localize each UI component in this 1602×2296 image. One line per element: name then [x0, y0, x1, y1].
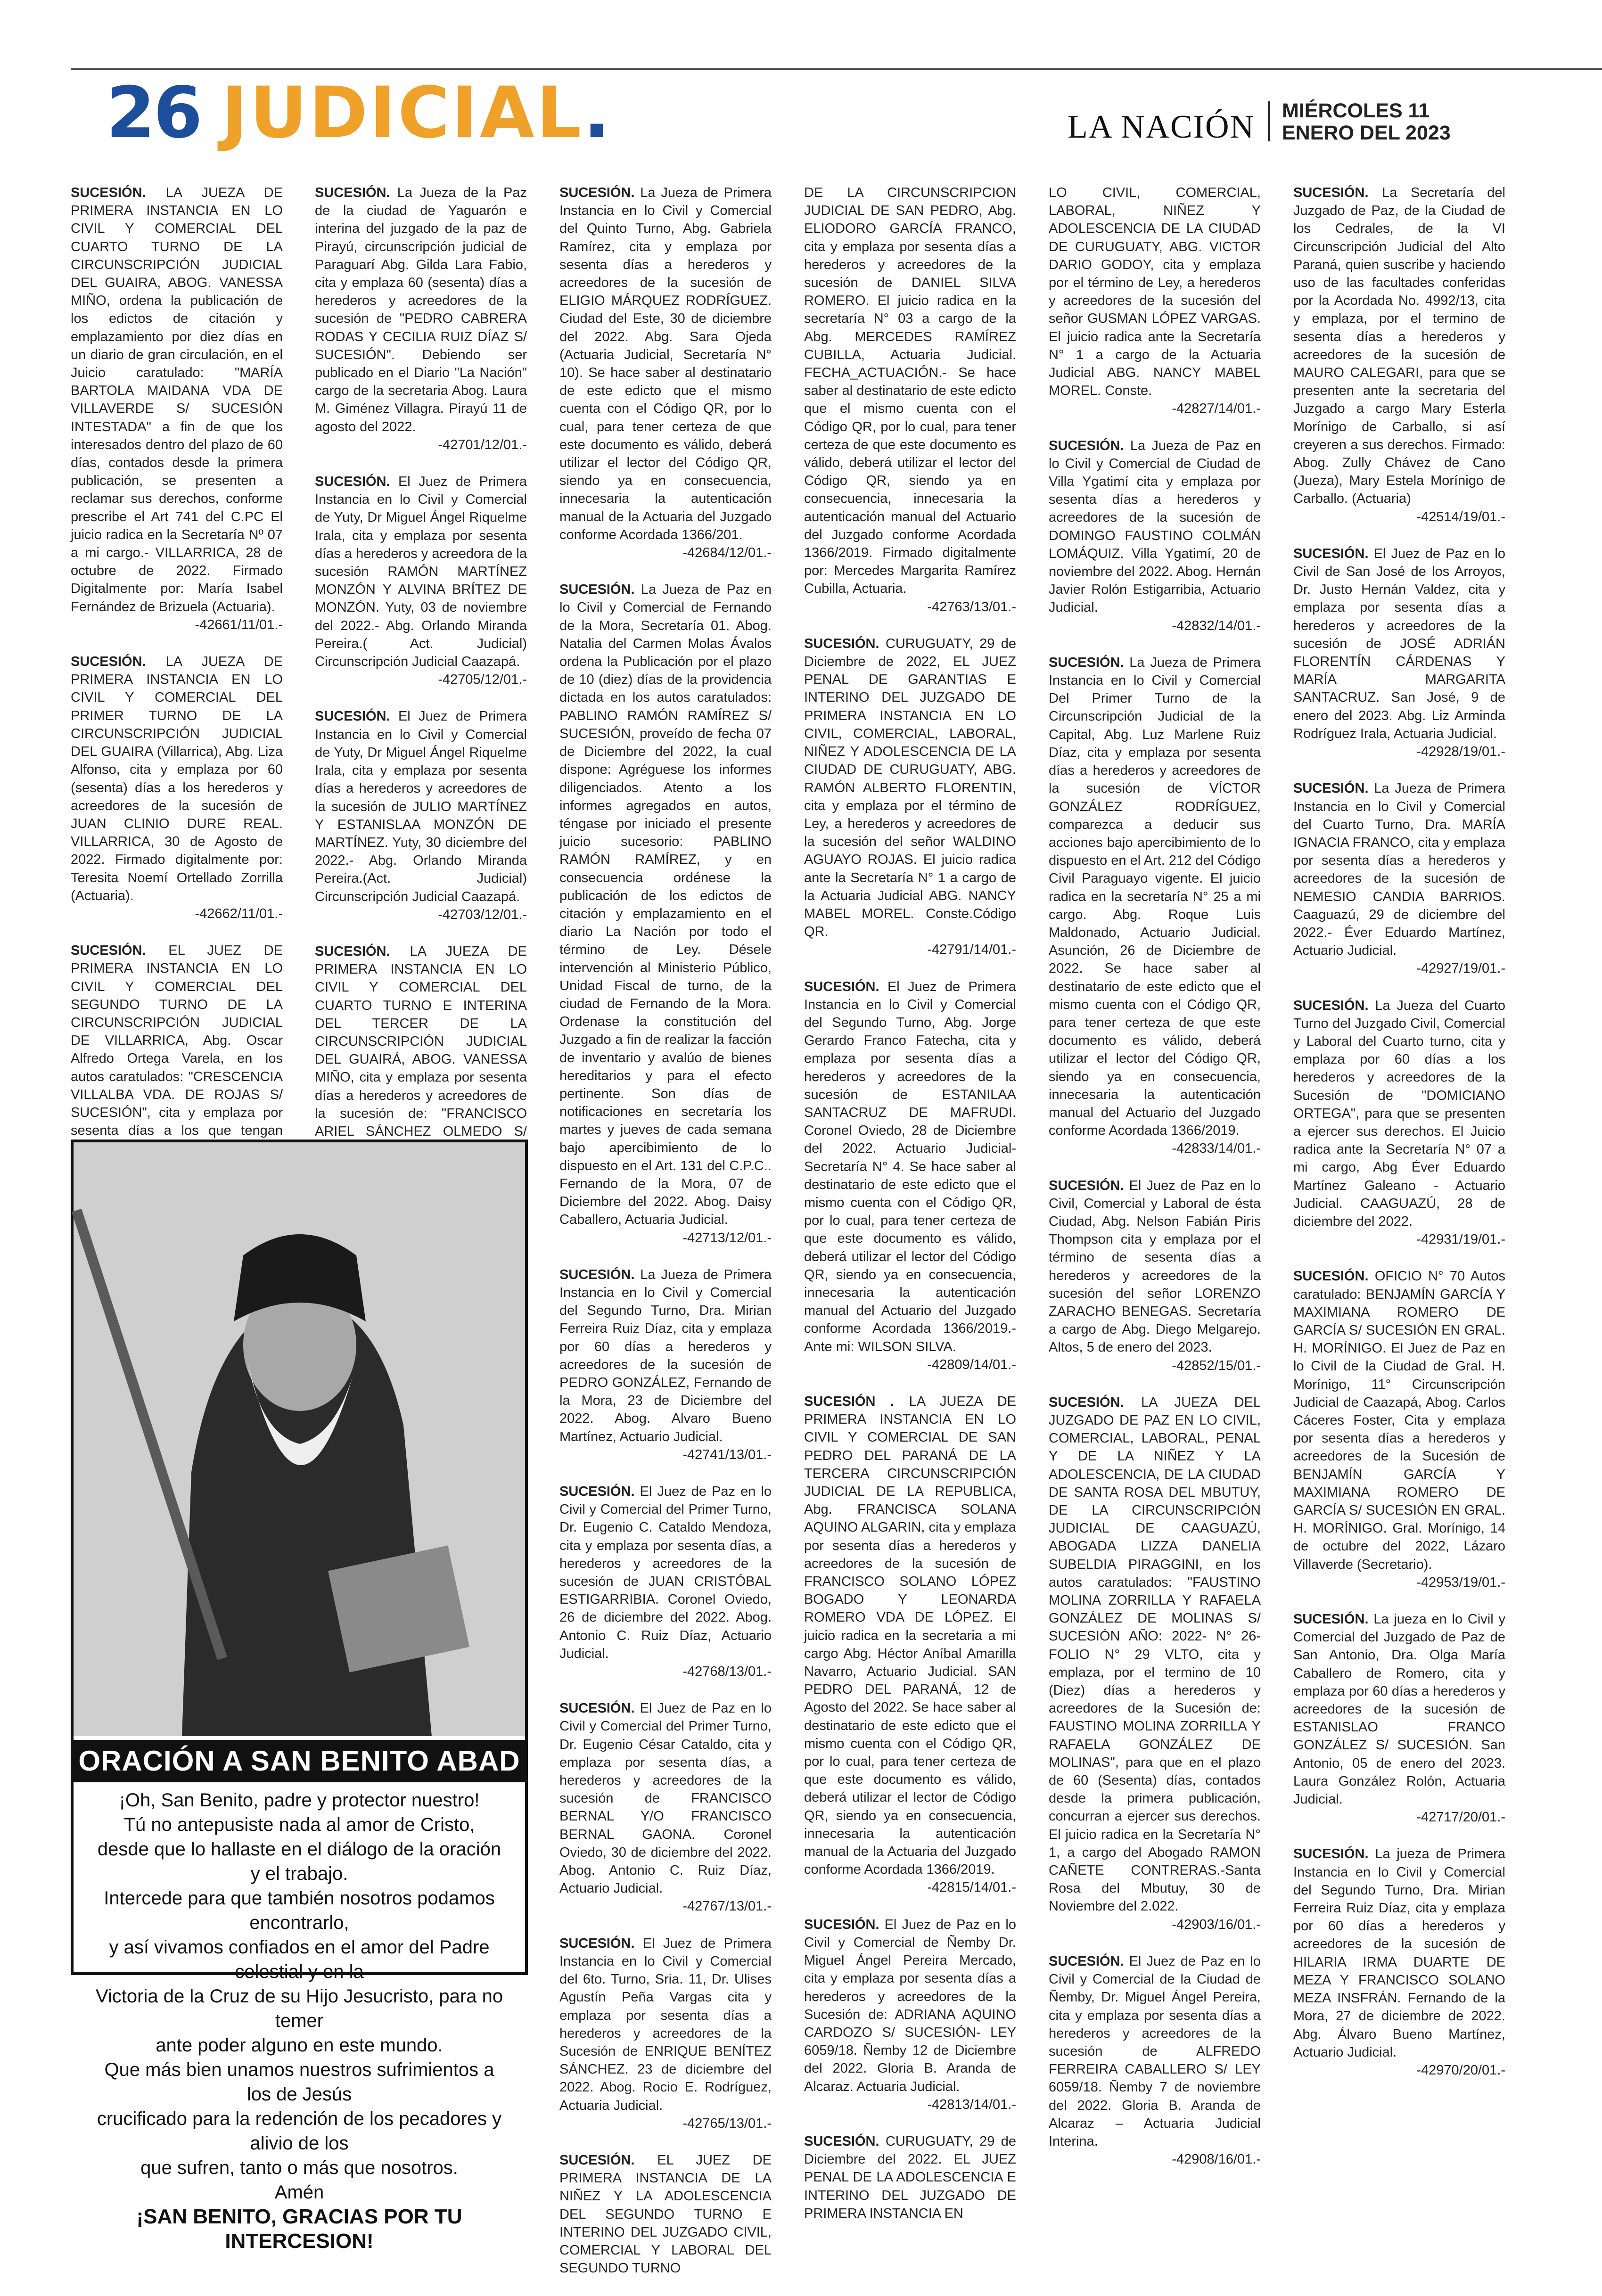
notice-heading: SUCESIÓN . [804, 1394, 895, 1409]
notice-body [559, 1935, 772, 2115]
notice-text: El Juez de Primera Instancia en lo Civil y Comercial del Segundo Turno, Abg. Jorge Gerardo Franco Fatecha, cita y emplaza por sesenta días a herederos y acreedores de la sucesión de ESTANILAA SANTACRUZ DE MAFRUDI. Coronel Oviedo, 28 de Diciembre del 2022. Actuario Judicial-Secretaría N° 4. Se hace saber al destinatario de este edicto que el mismo cuenta con el Código QR, por lo cual, para tener certeza de que este documento es válido, deberá utilizar el lector del Código QR, siendo ya en consecuencia, innecesaria la autenticación manual del Actuario del Juzgado conforme Acordada 1366/2019.- Ante mi: WILSON SILVA. [804, 979, 1016, 1354]
legal-notice [315, 184, 527, 454]
legal-notice [315, 473, 527, 689]
legal-notice [559, 1266, 772, 1464]
notice-reference-code: -42927/19/01.- [1416, 961, 1505, 976]
notice-text: El Juez de Paz en lo Civil y Comercial de Ñemby Dr. Miguel Ángel Pereira Mercado, cita y emplaza por sesenta días a herederos y acreedores de la Sucesión de: ADRIANA AQUINO CARDOZO S/ SUCESIÓN- LEY 6059/18. Ñemby 12 de Diciembre del 2022. Gloria B. Aranda de Alcaraz. Actuaria Judicial. [804, 1917, 1016, 2094]
notice-text: La Jueza de Paz en lo Civil y Comercial de Ciudad de Villa Ygatimí cita y emplaza por sesenta días a herederos y acreedores de la sucesión de DOMINGO FAUSTINO COLMÁN LOMÁQUIZ. Villa Ygatimí, 20 de noviembre del 2022. Abog. Hernán Javier Rolón Estigarribia, Actuario Judicial. [1049, 438, 1261, 615]
notice-text: El Juez de Paz en lo Civil y Comercial del Primer Turno, Dr. Eugenio César Cataldo, cita y emplaza por sesenta días, a herederos y acreedores de la sucesión de FRANCISCO BERNAL Y/O FRANCISCO BERNAL GAONA. Coronel Oviedo, 30 de diciembre del 2022. Abog. Antonio C. Ruiz Díaz, Actuario Judicial. [559, 1701, 772, 1896]
notice-text: La Jueza de Primera Instancia en lo Civil y Comercial del Segundo Turno, Dra. Mirian Ferreira Ruiz Díaz, cita y emplaza por 60 días a herederos y acreedores de la sucesión de PEDRO GONZÁLEZ, Fernando de la Mora, 23 de Diciembre del 2022. Abog. Alvaro Bueno Martínez, Actuario Judicial. [559, 1267, 772, 1444]
notice-text: LA JUEZA DE PRIMERA INSTANCIA EN LO CIVIL Y COMERCIAL DEL PRIMER TURNO DE LA CIRCUNSCRIPCIÓN JUDICIAL DEL GUAIRA (Villarrica), Abg. Liza Alfonso, cita y emplaza por 60 (sesenta) días a los herederos y acreedores de la sucesión de JUAN CLINIO DURE REAL. VILLARRICA, 30 de Agosto de 2022. Firmado digitalmente por: Teresita Noemí Ortellado Zorrilla (Actuaria). [71, 654, 283, 903]
notice-body [1293, 1267, 1505, 1573]
section-title-dot: . [583, 72, 612, 154]
notice-heading: SUCESIÓN. [71, 654, 146, 670]
prayer-advertisement [71, 1140, 528, 2253]
column-4 [804, 184, 1016, 2241]
notice-body [1293, 997, 1505, 1231]
prayer-line: desde que lo hallaste en el diálogo de la oración y el trabajo. [97, 1839, 501, 1884]
notice-text: CURUGUATY, 29 de Diciembre de 2022, EL JUEZ PENAL DE GARANTIAS E INTERINO DEL JUZGADO DE PRIMERA INSTANCIA EN LO CIVIL, COMERCIAL, LABORAL, NIÑEZ Y ADOLESCENCIA DE LA CIUDAD DE CURUGUATY, ABG. RAMÓN ALBERTO FLORENTIN, cita y emplaza por el término de Ley, a herederos y acreedores de la sucesión del señor WALDINO AGUAYO ROJAS. El juicio radica ante la Secretaría N° 1 a cargo de la Actuaria Judicial ABG. NANCY MABEL MOREL. Conste.Código QR. [804, 636, 1016, 940]
notice-body [804, 1916, 1016, 2096]
prayer-line: que sufren, tanto o más que nosotros. [140, 2157, 458, 2178]
notice-reference-code: -42703/12/01.- [438, 907, 527, 922]
notice-text: El Juez de Paz en lo Civil y Comercial de la Ciudad de Ñemby, Dr. Miguel Ángel Pereira, cita y emplaza por sesenta días a herederos y acreedores de la sucesión de ALFREDO FERREIRA CABALLERO S/ LEY 6059/18. Ñemby 7 de noviembre del 2022. Gloria B. Aranda de Alcaraz – Actuaria Judicial Interina. [1049, 1953, 1261, 2149]
prayer-line: Amén [274, 2182, 324, 2203]
notice-text: EL JUEZ DE PRIMERA INSTANCIA DE LA NIÑEZ Y LA ADOLESCENCIA DEL SEGUNDO TURNO E INTERINO DEL JUZGADO CIVIL, COMERCIAL Y LABORAL DEL SEGUNDO TURNO [559, 2152, 772, 2276]
saint-portrait-illustration [74, 1142, 525, 1736]
notice-heading: SUCESIÓN. [315, 709, 390, 724]
section-title [222, 72, 612, 154]
notice-reference-code: -42705/12/01.- [438, 672, 527, 688]
notice-heading: SUCESIÓN. [804, 1917, 879, 1932]
prayer-line: y así vivamos confiados en el amor del Padre celestial y en la [109, 1937, 490, 1982]
notice-reference-code: -42713/12/01.- [682, 1230, 772, 1246]
notice-reference-code: -42931/19/01.- [1416, 1232, 1505, 1247]
legal-notice [1049, 437, 1261, 635]
legal-notice [1293, 545, 1505, 761]
notice-text: LA JUEZA DE PRIMERA INSTANCIA EN LO CIVIL Y COMERCIAL DEL CUARTO TURNO DE LA CIRCUNSCRIPCIÓN JUDICIAL DEL GUAIRA, ABOG. VANESSA MIÑO, ordena la publicación de los edictos de citación y emplazamiento por diez días en un diario de gran circulación, en el Juicio caratulado: "MARÍA BARTOLA MAIDANA VDA DE VILLAVERDE S/ SUCESIÓN INTESTADA" a fin de que los interesados dentro del plazo de 60 días, contados desde la primera publicación, se presenten a reclamar sus derechos, conforme prescribe el Art 741 del C.PC El juicio radica en la Secretaría Nº 07 a mi cargo.- VILLARRICA, 28 de octubre de 2022. Firmado Digitalmente por: María Isabel Fernández de Brizuela (Actuaria). [71, 185, 283, 615]
column-2 [315, 184, 527, 1286]
legal-notice [1293, 1610, 1505, 1826]
newspaper-name: LA NACIÓN [1068, 109, 1255, 145]
notice-reference-code: -42767/13/01.- [682, 1899, 772, 1914]
notice-body [1293, 1610, 1505, 1808]
notice-reference-code: -42928/19/01.- [1416, 744, 1505, 760]
column-3 [559, 184, 772, 2296]
notice-heading: SUCESIÓN. [559, 1484, 635, 1500]
notice-reference-code: -42813/14/01.- [927, 2097, 1016, 2112]
prayer-line: ¡Oh, San Benito, padre y protector nuestro! [119, 1790, 480, 1811]
notice-heading: SUCESIÓN. [559, 2152, 635, 2168]
saint-benedict-image [74, 1142, 525, 1736]
notice-body [315, 473, 527, 671]
notice-reference-code: -42953/19/01.- [1416, 1574, 1505, 1590]
prayer-line: Que más bien unamos nuestros sufrimientos a los de Jesús [104, 2059, 494, 2105]
notice-text: El Juez de Paz en lo Civil y Comercial del Primer Turno, Dr. Eugenio C. Cataldo Mendoza, cita y emplaza por sesenta días, a herederos y acreedores de la sucesión de JUAN CRISTÓBAL ESTIGARRIBIA. Coronel Oviedo, 26 de diciembre del 2022. Abog. Antonio C. Ruiz Díaz, Actuario Judicial. [559, 1484, 772, 1661]
notice-reference-code: -42514/19/01.- [1416, 509, 1505, 525]
notice-body [1293, 545, 1505, 743]
notice-heading: SUCESIÓN. [315, 185, 390, 200]
prayer-line: ante poder alguno en este mundo. [156, 2035, 443, 2056]
legal-notice [1049, 1952, 1261, 2168]
column-6 [1293, 184, 1505, 2098]
notice-body [71, 653, 283, 905]
notice-heading: SUCESIÓN. [1049, 1953, 1124, 1969]
notice-body [559, 581, 772, 1229]
notice-text: LA JUEZA DE PRIMERA INSTANCIA EN LO CIVIL Y COMERCIAL DE SAN PEDRO DEL PARANÁ DE LA TERCERA CIRCUNSCRIPCIÓN JUDICIAL DE LA REPUBLICA, Abg. FRANCISCA SOLANA AQUINO ALGARIN, cita y emplaza por sesenta días a herederos y acreedores de la sucesión de FRANCISCO SOLANO LÓPEZ BOGADO Y LEONARDA ROMERO VDA DE LÓPEZ. El juicio radica en la secretaria a mi cargo Abg. Héctor Aníbal Amarilla Navarro, Actuario Judicial. SAN PEDRO DEL PARANÁ, 12 de Agosto del 2022. Se hace saber al destinatario de este edicto que el mismo cuenta con el Código QR, por lo cual, para tener certeza de que este documento es válido, deberá utilizar el lector de Código QR, siendo ya en consecuencia, innecesaria la autenticación manual de la Actuaria del Juzgado conforme Acordada 1366/2019. [804, 1394, 1016, 1878]
notice-body [1049, 654, 1261, 1140]
notice-reference-code: -42701/12/01.- [438, 437, 527, 452]
notice-heading: SUCESIÓN. [1049, 438, 1124, 453]
notice-text: La jueza de Primera Instancia en lo Civil y Comercial del Segundo Turno, Dra. Mirian Ferreira Ruiz Díaz, cita y emplaza por 60 días a herederos y acreedores de la sucesión de HILARIA IRMA DUARTE DE MEZA Y FRANCISCO SOLANO MEZA INSFRÁN. Fernando de la Mora, 27 de diciembre de 2022. Abg. Álvaro Bueno Martínez, Actuario Judicial. [1293, 1846, 1505, 2060]
notice-text: El Juez de Primera Instancia en lo Civil y Comercial del 6to. Turno, Sria. 11, Dr. Ulises Agustín Peña Vargas cita y emplaza por sesenta días a herederos y acreedores de la Sucesión de ENRIQUE BENÍTEZ SÁNCHEZ. 23 de diciembre del 2022. Abog. Rocio E. Rodríguez, Actuaria Judicial. [559, 1935, 772, 2113]
legal-notice [1049, 654, 1261, 1158]
notice-body [559, 184, 772, 544]
notice-heading: SUCESIÓN. [1293, 546, 1369, 561]
notice-heading: SUCESIÓN. [559, 582, 635, 598]
legal-notice [804, 1393, 1016, 1897]
notice-text: El Juez de Paz en lo Civil, Comercial y Laboral de ésta Ciudad, Abg. Nelson Fabián Piris Thompson cita y emplaza por el término de sesenta días a herederos y acreedores de la sucesión del señor LORENZO ZARACHO BENEGAS. Secretaría a cargo de Abg. Diego Melgarejo. Altos, 5 de enero del 2023. [1049, 1178, 1261, 1355]
legal-notice [559, 184, 772, 562]
prayer-line: Tú no antepusiste nada al amor de Cristo, [123, 1814, 475, 1835]
notice-heading: SUCESIÓN. [1049, 1394, 1124, 1410]
notice-body [804, 2132, 1016, 2222]
prayer-line: crucificado para la redención de los pecadores y alivio de los [97, 2108, 502, 2154]
prayer-title: ORACIÓN A SAN BENITO ABAD [74, 1740, 525, 1782]
legal-notice [315, 707, 527, 923]
legal-notice [559, 1699, 772, 1915]
notice-body [1293, 779, 1505, 959]
notice-reference-code: -42684/12/01.- [682, 545, 772, 561]
legal-notice [1293, 1267, 1505, 1591]
legal-notice [71, 653, 283, 923]
notice-body [1293, 184, 1505, 508]
legal-notice [804, 978, 1016, 1374]
notice-heading: SUCESIÓN. [559, 1701, 635, 1716]
notice-heading: SUCESIÓN. [1293, 1612, 1369, 1627]
legal-notice [71, 184, 283, 634]
issue-date-day: MIÉRCOLES 11 [1282, 99, 1430, 122]
notice-text: El Juez de Primera Instancia en lo Civil y Comercial de Yuty, Dr Miguel Ángel Riquelme Irala, cita y emplaza por sesenta días a herederos y acreedores de la sucesión de JULIO MARTÍNEZ Y ESTANISLAA MONZÓN DE MARTÍNEZ. Yuty, 30 diciembre del 2022.- Abg. Orlando Miranda Pereira.(Act. Judicial) Circunscripción Judicial Caazapá. [315, 709, 527, 904]
notice-reference-code: -42852/15/01.- [1172, 1358, 1261, 1373]
notice-body [315, 184, 527, 436]
notice-heading: SUCESIÓN. [315, 474, 390, 490]
column-5 [1049, 184, 1261, 2187]
notice-reference-code: -42970/20/01.- [1416, 2062, 1505, 2078]
notice-text: EL JUEZ DE PRIMERA INSTANCIA EN LO CIVIL Y COMERCIAL DEL SEGUNDO TURNO DE LA CIRCUNSCRIPCIÓN JUDICIAL DE VILLARRICA, Abg. Oscar Alfredo Ortega Varela, en los autos caratulados: "CRESCENCIA VILLALBA VDA. DE ROJAS S/ SUCESIÓN", cita y emplaza por sesenta días a los que tengan [71, 943, 283, 1139]
notice-heading: SUCESIÓN. [559, 1267, 635, 1282]
notice-reference-code: -42763/13/01.- [927, 599, 1016, 615]
legal-notice [559, 581, 772, 1247]
notice-body [559, 1699, 772, 1897]
notice-reference-code: -42741/13/01.- [682, 1447, 772, 1462]
notice-text: DE LA CIRCUNSCRIPCION JUDICIAL DE SAN PEDRO, Abg. ELIODORO GARCÍA FRANCO, cita y emplaza por sesenta días a herederos y acreedores de la sucesión de DANIEL SILVA ROMERO. El juicio radica en la secretaría N° 03 a cargo de la Abg. MERCEDES RAMÍREZ CUBILLA, Actuaria Judicial. FECHA_ACTUACIÓN.- Se hace saber al destinatario de este edicto que el mismo cuenta con el Código QR, por lo cual, para tener certeza de que este documento es válido, deberá utilizar el lector del Código QR, siendo ya en consecuencia, innecesaria la autenticación manual del Actuario del Juzgado conforme Acordada 1366/2019. Firmado digitalmente por: Mercedes Margarita Ramírez Cubilla, Actuaria. [804, 185, 1016, 597]
notice-reference-code: -42908/16/01.- [1172, 2152, 1261, 2167]
notice-body [1049, 1952, 1261, 2150]
legal-notice [559, 1483, 772, 1681]
notice-heading: SUCESIÓN. [804, 2133, 879, 2149]
notice-text: La Jueza del Cuarto Turno del Juzgado Civil, Comercial y Laboral del Cuarto turno, cita y emplaza por 60 días a los herederos y acreedores de la Sucesión de "DOMICIANO ORTEGA", para que se presenten a ejercer sus derechos. El Juicio radica ante la Secretaría N° 07 a mi cargo, Abg Éver Eduardo Martínez Galeano - Actuario Judicial. CAAGUAZÚ, 28 de diciembre del 2022. [1293, 998, 1506, 1229]
notice-body [1049, 1177, 1261, 1357]
notice-reference-code: -42809/14/01.- [927, 1357, 1016, 1372]
notice-body [1049, 184, 1261, 400]
notice-text: CURUGUATY, 29 de Diciembre del 2022. EL JUEZ PENAL DE LA ADOLESCENCIA E INTERINO DEL JUZGADO DE PRIMERA INSTANCIA EN [804, 2133, 1016, 2221]
issue-date [1282, 100, 1451, 144]
legal-notice [559, 1935, 772, 2132]
notice-heading: SUCESIÓN. [1293, 1846, 1369, 1862]
prayer-line: Intercede para que también nosotros podamos encontrarlo, [104, 1888, 495, 1933]
notice-heading: SUCESIÓN. [1293, 998, 1369, 1013]
notice-text: El Juez de Paz en lo Civil de San José de los Arroyos, Dr. Justo Hernán Valdez, cita y emplaza por sesenta días a herederos y acreedores de la sucesión de JOSÉ ADRIÁN FLORENTÍN CÁRDENAS Y MARÍA MARGARITA SANTACRUZ. San José, 9 de enero del 2023. Abg. Liz Arminda Rodríguez Irala, Actuaria Judicial. [1293, 546, 1505, 741]
prayer-line: Victoria de la Cruz de su Hijo Jesucristo, para no temer [95, 1986, 503, 2031]
notice-body [804, 635, 1016, 941]
notice-body [804, 978, 1016, 1356]
legal-notice [1049, 1394, 1261, 1934]
notice-body [559, 1483, 772, 1663]
notice-heading: SUCESIÓN. [315, 943, 390, 959]
prayer-text [92, 1788, 506, 2254]
notice-body [71, 184, 283, 616]
legal-notice [559, 2151, 772, 2277]
notice-heading: SUCESIÓN. [1293, 781, 1369, 796]
notice-text: LA JUEZA DEL JUZGADO DE PAZ EN LO CIVIL, COMERCIAL, LABORAL, PENAL Y DE LA NIÑEZ Y LA ADOLESCENCIA, DE LA CIUDAD DE SANTA ROSA DEL MBUTUY, DE LA CIRCUNSCRIPCIÓN JUDICIAL DE CAAGUAZÚ, ABOGADA LIZZA DANELIA SUBELDIA PIRAGGINI, en los autos caratulados: "FAUSTINO MOLINA ZORRILLA Y RAFAELA GONZÁLEZ DE MOLINAS S/ SUCESIÓN AÑO: 2022- N° 26- FOLIO N° 29 VLTO, cita y emplaza, por el termino de 10 (Diez) días a herederos y acreedores de la Sucesión de: FAUSTINO MOLINA ZORRILLA Y RAFAELA GONZÁLEZ DE MOLINAS", para que en el plazo de 60 (Sesenta) días, contados desde la primera publicación, concurran a ejercer sus derechos. El juicio radica en la Secretaría N° 1, a cargo del Abogado RAMON CAÑETE CONTRERAS.-Santa Rosa del Mbutuy, 30 de Noviembre del 2.022. [1049, 1394, 1261, 1914]
page-number: 26 [106, 72, 201, 154]
legal-notice [804, 1916, 1016, 2114]
notice-body [315, 707, 527, 905]
notice-body [804, 1393, 1016, 1878]
legal-notice [1293, 779, 1505, 977]
legal-notice [804, 184, 1016, 616]
notice-heading: SUCESIÓN. [1293, 185, 1369, 200]
notice-body [1049, 437, 1261, 617]
notice-reference-code: -42903/16/01.- [1172, 1917, 1261, 1932]
notice-heading: SUCESIÓN. [1293, 1269, 1369, 1284]
notice-reference-code: -42768/13/01.- [682, 1664, 772, 1680]
notice-reference-code: -42791/14/01.- [927, 942, 1016, 958]
legal-notice [804, 2132, 1016, 2222]
notice-heading: SUCESIÓN. [1049, 655, 1124, 670]
notice-body [804, 184, 1016, 598]
notice-text: LA JUEZA DE PRIMERA INSTANCIA EN LO CIVIL Y COMERCIAL DEL CUARTO TURNO E INTERINA DEL TERCER DE LA CIRCUNSCRIPCIÓN JUDICIAL DEL GUAIRÁ, ABOG. VANESSA MIÑO, cita y emplaza por sesenta días a herederos y acreedores de la sucesión de: "FRANCISCO ARIEL SÁNCHEZ OLMEDO S/ [315, 943, 527, 1139]
notice-text: El Juez de Primera Instancia en lo Civil y Comercial de Yuty, Dr Miguel Ángel Riquelme Irala, cita y emplaza por sesenta días a herederos y acreedora de la sucesión RAMÓN MARTÍNEZ MONZÓN Y ALVINA BRÍTEZ DE MONZÓN. Yuty, 03 de noviembre del 2022.- Abg. Orlando Miranda Pereira.( Act. Judicial) Circunscripción Judicial Caazapá. [315, 474, 527, 670]
notice-text: La Secretaría del Juzgado de Paz, de la Ciudad de los Cedrales, de la VI Circunscripción Judicial del Alto Paraná, quien suscribe y haciendo uso de las facultades conferidas por la Acordada No. 4992/13, cita y emplaza, por el termino de sesenta días a herederos y acreedores de la sucesión de MAURO CALEGARI, para que se presenten ante la secretaria del Juzgado a cargo Mary Esterla Morínigo de Carballo, si así creyeren a sus derechos. Firmado: Abog. Zully Chávez de Cano (Jueza), Mary Estela Morínigo de Carballo. (Actuaria) [1293, 185, 1505, 507]
notice-body [559, 2151, 772, 2277]
legal-notice [804, 635, 1016, 959]
notice-reference-code: -42717/20/01.- [1416, 1810, 1505, 1825]
legal-notice [1293, 1845, 1505, 2079]
notice-reference-code: -42832/14/01.- [1172, 618, 1261, 633]
notice-text: La jueza en lo Civil y Comercial del Juzgado de Paz de San Antonio, Dra. Olga María Caballero de Romero, cita y emplaza por 60 días a herederos y acreedores de la sucesión de ESTANISLAO FRANCO GONZÁLEZ S/ SUCESIÓN. San Antonio, 05 de enero del 2023. Laura González Rolón, Actuaria Judicial. [1293, 1612, 1505, 1807]
notice-text: La Jueza de Primera Instancia en lo Civil y Comercial del Quinto Turno, Abg. Gabriela Ramírez, cita y emplaza por sesenta días a herederos y acreedores de la sucesión de ELIGIO MÁRQUEZ RODRÍGUEZ. Ciudad del Este, 30 de diciembre del 2022. Abg. Sara Ojeda (Actuaria Judicial, Secretaría N° 10). Se hace saber al destinatario de este edicto que el mismo cuenta con el Código QR, por lo cual, para tener certeza de que este documento es válido, deberá utilizar el lector del Código QR, siendo ya en consecuencia, innecesaria la autenticación manual de la Actuaria del Juzgado conforme Acordada 1366/201. [559, 185, 772, 542]
notice-heading: SUCESIÓN. [804, 979, 879, 994]
notice-reference-code: -42662/11/01.- [195, 906, 283, 921]
notice-text: La Jueza de Paz en lo Civil y Comercial de Fernando de la Mora, Secretaría 01. Abog. Natalia del Carmen Molas Ávalos ordena la Publicación por el plazo de 10 (diez) días de la providencia dictada en los autos caratulados: PABLINO RAMÓN RAMÍREZ S/ SUCESIÓN, proveído de fecha 07 de Diciembre del 2022, la cual dispone: Agréguese los informes diligenciados. Atento a los informes agregados en autos, téngase por iniciado el presente juicio sucesorio: PABLINO RAMÓN RAMÍREZ, y en consecuencia ordénese la publicación de los edictos de citación y emplazamiento en el diario La Nación por todo el término de Ley. Désele intervención al Ministerio Público, Unidad Fiscal de turno, de la ciudad de Fernando de la Mora. Ordenase la constitución del Juzgado a fin de realizar la facción de inventario y avalúo de bienes hereditarios y para el efecto pertinente. Son días de notificaciones en secretaría los martes y jueves de cada semana bajo apercibimiento de lo dispuesto en el Art. 131 del C.P.C.. Fernando de la Mora, 07 de Diciembre del 2022. Abog. Daisy Caballero, Actuaria Judicial. [559, 582, 772, 1228]
notice-text: LO CIVIL, COMERCIAL, LABORAL, NIÑEZ Y ADOLESCENCIA DE LA CIUDAD DE CURUGUATY, ABG. VICTOR DARIO GODOY, cita y emplaza por el término de Ley, a herederos y acreedores de la sucesión del señor GUSMAN LÓPEZ VARGAS. El juicio radica ante la Secretaría N° 1 a cargo de la Actuaria Judicial ABG. NANCY MABEL MOREL. Conste. [1049, 185, 1261, 399]
notice-text: OFICIO N° 70 Autos caratulado: BENJAMÍN GARCÍA Y MAXIMIANA ROMERO DE GARCÍA S/ SUCESIÓN EN GRAL. H. MORÍNIGO. El Juez de Paz en lo Civil de la Ciudad de Gral. H. Morínigo, 11° Circunscripción Judicial de Caazapá, Abog. Carlos Cáceres Foster, Cita y emplaza por sesenta días a herederos y acreedores de la Sucesión de BENJAMÍN GARCÍA Y MAXIMIANA ROMERO DE GARCÍA S/ SUCESIÓN EN GRAL. H. MORÍNIGO. Gral. Morínigo, 14 de octubre del 2022, Lázaro Villaverde (Secretario). [1293, 1269, 1505, 1572]
notice-heading: SUCESIÓN. [1049, 1178, 1124, 1193]
notice-reference-code: -42827/14/01.- [1172, 401, 1261, 417]
notice-reference-code: -42661/11/01.- [195, 617, 283, 632]
notice-body [1293, 1845, 1505, 2061]
prayer-closing: ¡SAN BENITO, GRACIAS POR TU INTERCESION! [136, 2205, 462, 2253]
header-divider [1268, 101, 1270, 141]
notice-heading: SUCESIÓN. [71, 185, 146, 200]
notice-heading: SUCESIÓN. [804, 636, 879, 651]
notice-body [1049, 1394, 1261, 1916]
issue-date-month: ENERO DEL 2023 [1282, 122, 1451, 144]
notice-reference-code: -42815/14/01.- [927, 1880, 1016, 1895]
top-rule [71, 68, 1602, 70]
notice-text: La Jueza de Primera Instancia en lo Civil y Comercial Del Primer Turno de la Circunscripción Judicial de la Capital, Abg. Luz Marlene Ruiz Díaz, cita y emplaza por sesenta días a herederos y acreedores de la sucesión de VÍCTOR GONZÁLEZ RODRÍGUEZ, comparezca a deducir sus acciones bajo apercibimiento de lo dispuesto en el Art. 212 del Código Civil Paraguayo vigente. El juicio radica en la secretaría N° 25 a mi cargo. Abg. Roque Luis Maldonado, Actuario Judicial. Asunción, 26 de Diciembre de 2022. Se hace saber al destinatario de este edicto que el mismo cuenta con el Código QR, para tener certeza de que este documento es válido, deberá utilizar el lector del Código QR, siendo ya en consecuencia, innecesaria la autenticación manual del Actuario del Juzgado conforme Acordada 1366/2019. [1049, 655, 1261, 1139]
notice-body [559, 1266, 772, 1446]
notice-reference-code: -42765/13/01.- [682, 2116, 772, 2131]
legal-notice [1293, 997, 1505, 1249]
legal-notice [1049, 1177, 1261, 1375]
legal-notice [1293, 184, 1505, 526]
notice-heading: SUCESIÓN. [559, 185, 635, 200]
notice-text: La Jueza de Primera Instancia en lo Civil y Comercial del Cuarto Turno, Dra. MARÍA IGNACIA FRANCO, cita y emplaza por sesenta días a herederos y acreedores de la sucesión de NEMESIO CANDIA BARRIOS. Caaguazú, 29 de diciembre del 2022.- Éver Eduardo Martínez, Actuario Judicial. [1293, 781, 1505, 959]
legal-notice [1049, 184, 1261, 418]
notice-reference-code: -42833/14/01.- [1172, 1141, 1261, 1156]
notice-text: La Jueza de la Paz de la ciudad de Yaguarón e interina del juzgado de la paz de Pirayú, circunscripción judicial de Paraguarí Abg. Gilda Lara Fabio, cita y emplaza 60 (sesenta) días a herederos y acreedores de la sucesión de "PEDRO CABRERA RODAS Y CECILIA RUIZ DÍAZ S/ SUCESIÓN". Debiendo ser publicado en el Diario "La Nación" cargo de la secretaria Abog. Laura M. Giménez Villagra. Pirayú 11 de agosto del 2022. [315, 185, 527, 435]
section-title-text: JUDICIAL [222, 72, 583, 154]
notice-heading: SUCESIÓN. [559, 1935, 635, 1951]
notice-heading: SUCESIÓN. [71, 943, 146, 959]
